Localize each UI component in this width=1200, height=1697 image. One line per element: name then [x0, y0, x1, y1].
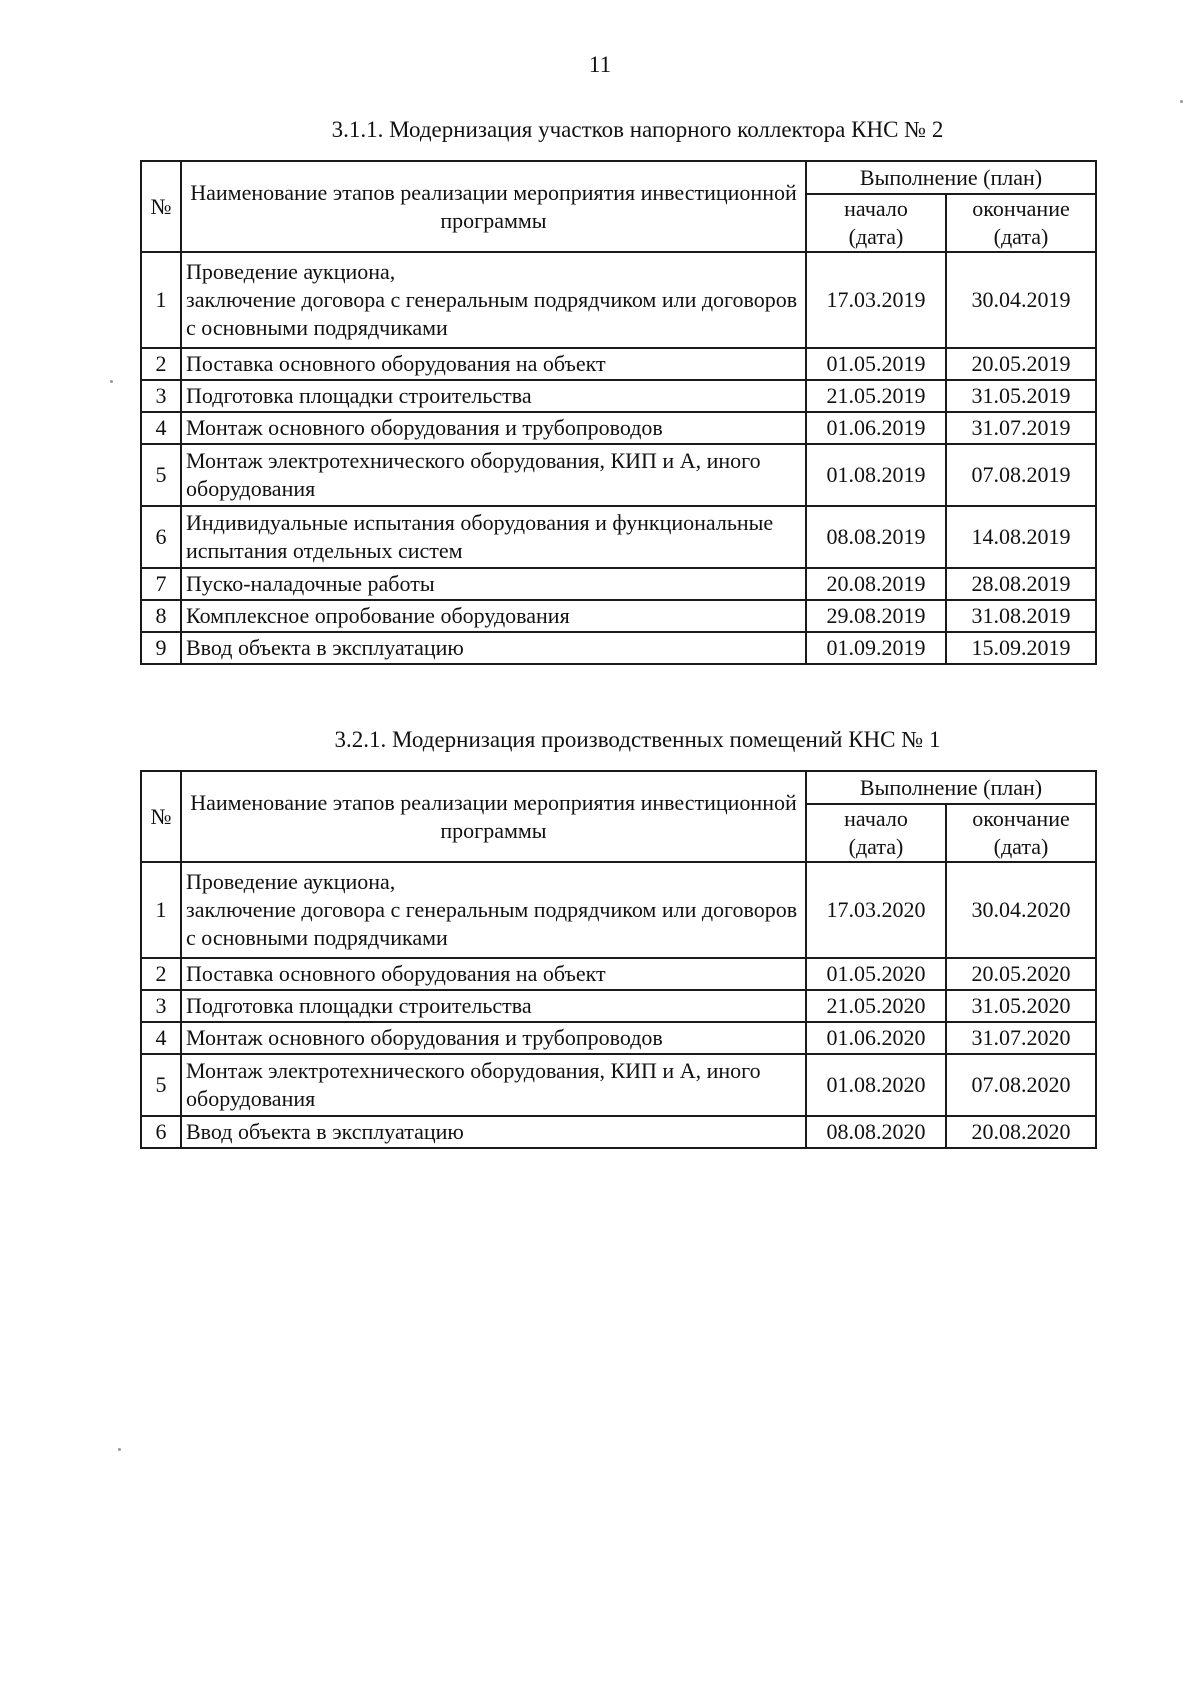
table-body: [141, 862, 1096, 1148]
cell-end: 20.05.2020: [946, 958, 1096, 990]
cell-start: 29.08.2019: [806, 600, 946, 632]
cell-name: Подготовка площадки строительства: [181, 990, 806, 1022]
section-3-2-1: [140, 726, 1095, 1149]
cell-end: 31.07.2019: [946, 412, 1096, 444]
table-row: [141, 1054, 1096, 1116]
cell-name: Монтаж основного оборудования и трубопроводов: [181, 412, 806, 444]
schedule-table: [140, 770, 1097, 1149]
table-row: [141, 990, 1096, 1022]
table-row: [141, 862, 1096, 958]
table-row: [141, 506, 1096, 568]
cell-name: Индивидуальные испытания оборудования и функциональные испытания отдельных систем: [181, 506, 806, 568]
header-start-unit: (дата): [848, 834, 904, 859]
section-title: 3.1.1. Модернизация участков напорного коллектора КНС № 2: [331, 117, 944, 142]
cell-end: 07.08.2020: [946, 1054, 1096, 1116]
table-row: [141, 380, 1096, 412]
header-start: [806, 804, 946, 862]
scan-speck: [1180, 100, 1183, 103]
cell-start: 01.05.2020: [806, 958, 946, 990]
cell-num: 1: [141, 252, 181, 348]
cell-num: 6: [141, 506, 181, 568]
cell-start: 01.06.2019: [806, 412, 946, 444]
cell-num: 4: [141, 412, 181, 444]
header-num: №: [141, 771, 181, 862]
cell-start: 01.05.2019: [806, 348, 946, 380]
table-row: [141, 1022, 1096, 1054]
table-row: [141, 348, 1096, 380]
header-end-label: окончание: [972, 196, 1070, 221]
scan-speck: [118, 1448, 121, 1451]
table-row: [141, 1116, 1096, 1148]
cell-num: 8: [141, 600, 181, 632]
cell-name: Ввод объекта в эксплуатацию: [181, 632, 806, 664]
cell-num: 2: [141, 348, 181, 380]
header-end: [946, 194, 1096, 252]
table-row: [141, 568, 1096, 600]
header-execution: Выполнение (план): [806, 161, 1096, 194]
cell-name: Монтаж электротехнического оборудования, КИП и А, иного оборудования: [181, 444, 806, 506]
cell-num: 5: [141, 1054, 181, 1116]
cell-start: 01.06.2020: [806, 1022, 946, 1054]
cell-num: 3: [141, 380, 181, 412]
header-end-label: окончание: [972, 806, 1070, 831]
table-row: [141, 958, 1096, 990]
cell-start: 01.08.2020: [806, 1054, 946, 1116]
cell-num: 5: [141, 444, 181, 506]
section-title: 3.2.1. Модернизация производственных помещений КНС № 1: [334, 727, 941, 752]
cell-num: 2: [141, 958, 181, 990]
cell-name: Монтаж электротехнического оборудования, КИП и А, иного оборудования: [181, 1054, 806, 1116]
cell-num: 3: [141, 990, 181, 1022]
cell-end: 31.05.2020: [946, 990, 1096, 1022]
cell-end: 20.08.2020: [946, 1116, 1096, 1148]
cell-name: Пуско-наладочные работы: [181, 568, 806, 600]
cell-start: 20.08.2019: [806, 568, 946, 600]
header-name: Наименование этапов реализации мероприятия инвестиционной программы: [181, 161, 806, 252]
cell-name: Монтаж основного оборудования и трубопроводов: [181, 1022, 806, 1054]
scan-speck: [110, 380, 113, 383]
cell-num: 7: [141, 568, 181, 600]
header-execution: Выполнение (план): [806, 771, 1096, 804]
cell-name: Ввод объекта в эксплуатацию: [181, 1116, 806, 1148]
table-body: [141, 252, 1096, 664]
cell-start: 01.08.2019: [806, 444, 946, 506]
cell-start: 21.05.2020: [806, 990, 946, 1022]
header-start-label: начало: [844, 196, 908, 221]
header-num: №: [141, 161, 181, 252]
cell-start: 08.08.2020: [806, 1116, 946, 1148]
cell-num: 9: [141, 632, 181, 664]
schedule-table: [140, 160, 1097, 665]
cell-num: 1: [141, 862, 181, 958]
header-end-unit: (дата): [993, 834, 1049, 859]
table-row: [141, 444, 1096, 506]
cell-name: Комплексное опробование оборудования: [181, 600, 806, 632]
cell-start: 21.05.2019: [806, 380, 946, 412]
cell-start: 17.03.2020: [806, 862, 946, 958]
cell-name: Подготовка площадки строительства: [181, 380, 806, 412]
cell-name: Проведение аукциона, заключение договора с генеральным подрядчиком или договоров с основными подрядчиками: [181, 252, 806, 348]
header-start-label: начало: [844, 806, 908, 831]
cell-end: 15.09.2019: [946, 632, 1096, 664]
cell-end: 31.07.2020: [946, 1022, 1096, 1054]
cell-num: 4: [141, 1022, 181, 1054]
page-number: 11: [588, 52, 612, 77]
cell-end: 14.08.2019: [946, 506, 1096, 568]
cell-start: 08.08.2019: [806, 506, 946, 568]
header-start: [806, 194, 946, 252]
cell-end: 28.08.2019: [946, 568, 1096, 600]
cell-start: 01.09.2019: [806, 632, 946, 664]
table-row: [141, 412, 1096, 444]
table-row: [141, 252, 1096, 348]
table-row: [141, 600, 1096, 632]
header-start-unit: (дата): [848, 224, 904, 249]
cell-end: 31.05.2019: [946, 380, 1096, 412]
table-row: [141, 632, 1096, 664]
cell-end: 31.08.2019: [946, 600, 1096, 632]
cell-name: Проведение аукциона, заключение договора с генеральным подрядчиком или договоров с основными подрядчиками: [181, 862, 806, 958]
header-end: [946, 804, 1096, 862]
section-3-1-1: [140, 116, 1095, 665]
cell-end: 07.08.2019: [946, 444, 1096, 506]
header-name: Наименование этапов реализации мероприятия инвестиционной программы: [181, 771, 806, 862]
cell-name: Поставка основного оборудования на объект: [181, 958, 806, 990]
cell-end: 30.04.2019: [946, 252, 1096, 348]
cell-end: 20.05.2019: [946, 348, 1096, 380]
cell-end: 30.04.2020: [946, 862, 1096, 958]
cell-start: 17.03.2019: [806, 252, 946, 348]
cell-num: 6: [141, 1116, 181, 1148]
cell-name: Поставка основного оборудования на объект: [181, 348, 806, 380]
header-end-unit: (дата): [993, 224, 1049, 249]
